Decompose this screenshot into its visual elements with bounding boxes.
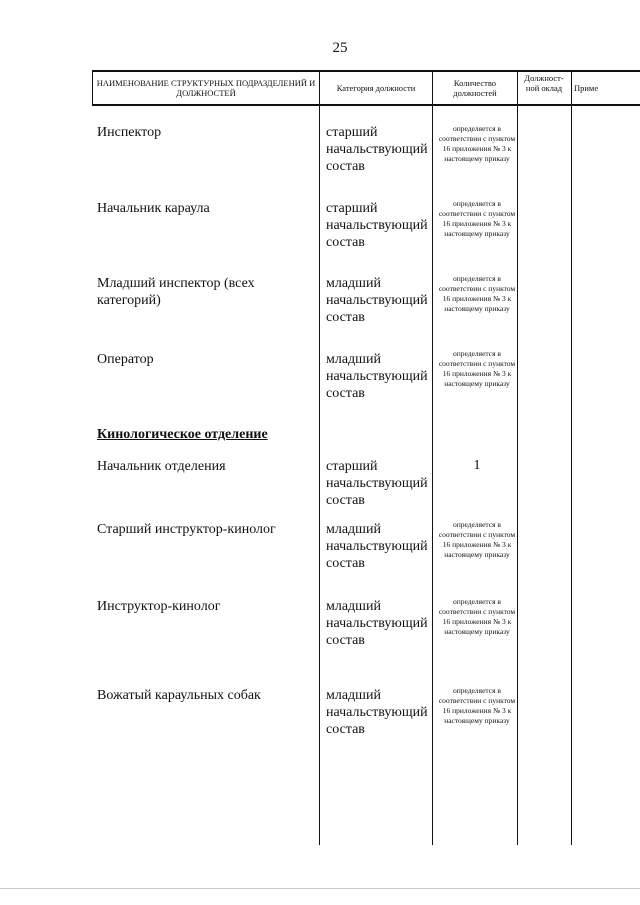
row-quantity: 1 <box>473 458 481 473</box>
row-name: Вожатый караульных собак <box>97 688 261 703</box>
row-category: старший начальствующий состав <box>326 125 428 174</box>
row-name: Инструктор-кинолог <box>97 599 221 614</box>
column-divider-1 <box>319 70 320 845</box>
row-quantity: определяется в соответствии с пунктом 16 приложения № 3 к настоящему приказу <box>438 520 516 559</box>
section-title: Кинологическое отделение <box>97 427 268 442</box>
row-category: младший начальствующий состав <box>326 688 428 737</box>
row-name: Старший инструктор-кинолог <box>97 522 276 537</box>
row-category: младший начальствующий состав <box>326 352 428 401</box>
row-category: младший начальствующий состав <box>326 522 428 571</box>
column-divider-2 <box>432 70 433 845</box>
header-quantity: Количество должностей <box>453 78 497 98</box>
header-salary: Должност-ной оклад <box>524 73 564 93</box>
row-quantity: определяется в соответствии с пунктом 16 приложения № 3 к настоящему приказу <box>438 349 516 388</box>
row-quantity: определяется в соответствии с пунктом 16 приложения № 3 к настоящему приказу <box>438 274 516 313</box>
row-name: Инспектор <box>97 125 162 140</box>
row-category: младший начальствующий состав <box>326 599 428 648</box>
row-category: старший начальствующий состав <box>326 459 428 508</box>
header-bottom-border <box>92 104 640 106</box>
scan-edge <box>0 888 640 889</box>
row-quantity: определяется в соответствии с пунктом 16 приложения № 3 к настоящему приказу <box>438 199 516 238</box>
header-category: Категория должности <box>336 83 416 93</box>
row-category: старший начальствующий состав <box>326 201 428 250</box>
page-number: 25 <box>332 40 348 56</box>
table-top-border <box>92 70 640 72</box>
table-left-border <box>92 70 93 106</box>
row-quantity: определяется в соответствии с пунктом 16 приложения № 3 к настоящему приказу <box>438 686 516 725</box>
column-divider-4 <box>571 70 572 845</box>
row-name: Начальник отделения <box>97 459 226 474</box>
row-quantity: определяется в соответствии с пунктом 16 приложения № 3 к настоящему приказу <box>438 597 516 636</box>
header-note: Приме <box>574 83 599 93</box>
row-name: Начальник караула <box>97 201 210 216</box>
row-name: Младший инспектор (всех категорий) <box>97 276 255 308</box>
row-quantity: определяется в соответствии с пунктом 16 приложения № 3 к настоящему приказу <box>438 124 516 163</box>
header-name: НАИМЕНОВАНИЕ СТРУКТУРНЫХ ПОДРАЗДЕЛЕНИЙ И ДОЛЖНОСТЕЙ <box>96 78 316 98</box>
row-category: младший начальствующий состав <box>326 276 428 325</box>
row-name: Оператор <box>97 352 154 367</box>
